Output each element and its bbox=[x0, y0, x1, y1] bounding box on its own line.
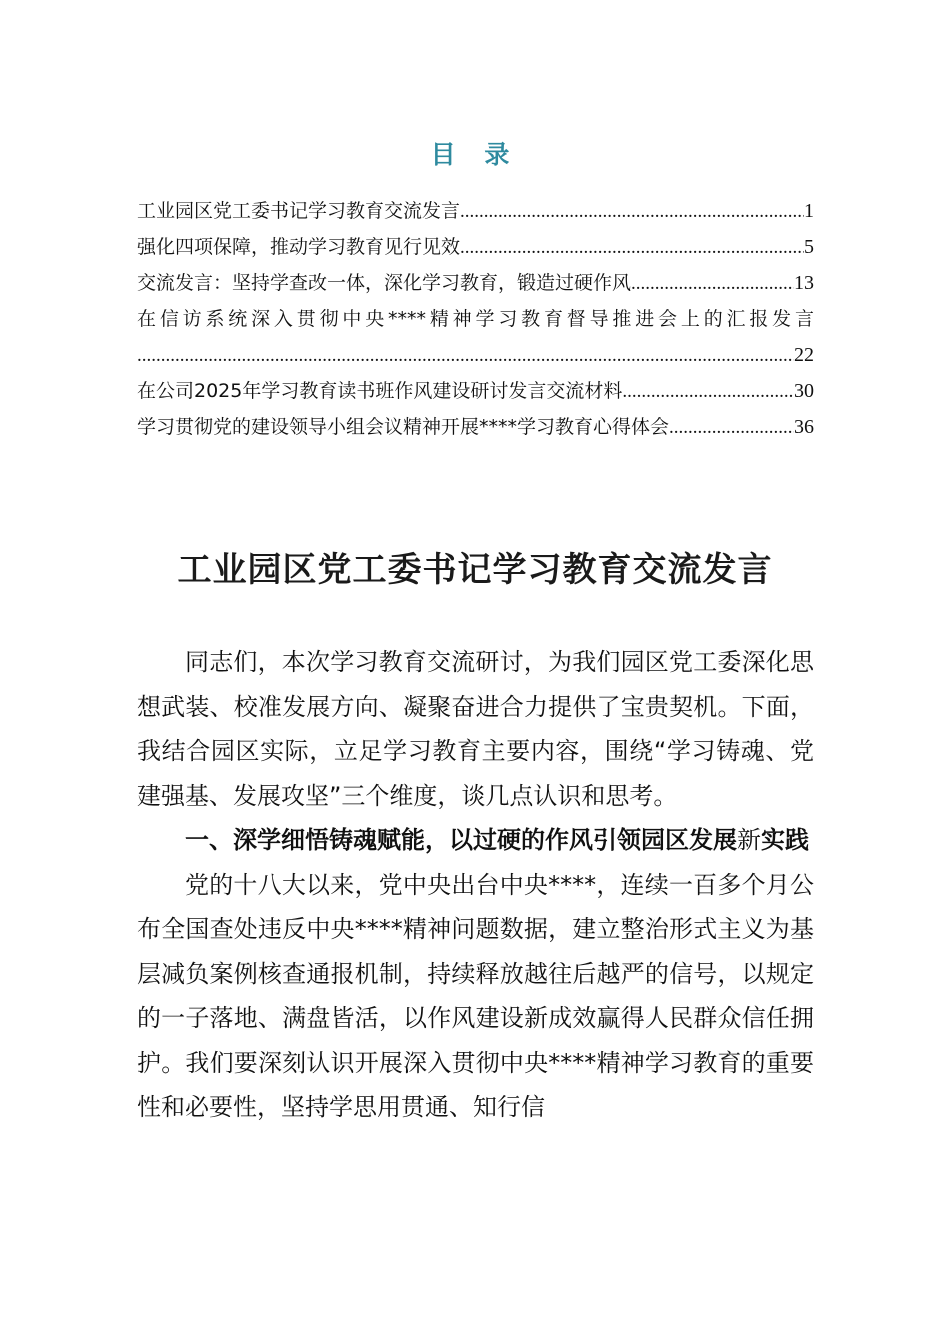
toc-entry-page: 22 bbox=[794, 344, 814, 366]
toc-entry-text: 强化四项保障，推动学习教育见行见效 bbox=[137, 236, 461, 258]
document-title: 工业园区党工委书记学习教育交流发言 bbox=[177, 550, 773, 590]
toc-entry[interactable] bbox=[137, 265, 814, 301]
toc-leader-dots bbox=[631, 266, 794, 301]
toc-entry[interactable] bbox=[137, 409, 814, 445]
toc-entry-continuation[interactable] bbox=[137, 337, 814, 373]
toc-entry-text: 学习贯彻党的建设领导小组会议精神开展****学习教育心得体会 bbox=[137, 416, 670, 438]
toc-entry-text: 在信访系统深入贯彻中央****精神学习教育督导推进会上的汇报发言 bbox=[137, 308, 814, 330]
toc-entry-text: 在公司2025年学习教育读书班作风建设研讨发言交流材料 bbox=[137, 380, 623, 402]
toc-entry-page: 36 bbox=[794, 416, 814, 438]
toc-entry-text: 交流发言：坚持学查改一体，深化学习教育，锻造过硬作风 bbox=[137, 272, 632, 294]
section-heading-normal: 新 bbox=[737, 826, 761, 854]
toc-leader-dots bbox=[460, 230, 804, 265]
toc-leader-dots bbox=[669, 410, 794, 445]
section-heading-tail: 实践 bbox=[761, 826, 809, 854]
toc-entry[interactable] bbox=[137, 193, 814, 229]
section-paragraph: 党的十八大以来，党中央出台中央****，连续一百多个月公布全国查处违反中央****精神问题数据，建立整治形式主义为基层减负案例核查通报机制，持续释放越往后越严的信号，以规定的一子落地、满盘皆活，以作风建设新成效赢得人民群众信任拥护。我们要深刻认识开展深入贯彻中央****精神学习教育的重要性和必要性，坚持学思用贯通、知行信 bbox=[137, 870, 814, 1121]
toc-entry-page: 1 bbox=[804, 200, 814, 222]
section-heading bbox=[137, 818, 814, 863]
toc-title: 目 录 bbox=[430, 140, 520, 169]
toc-entry-page: 5 bbox=[804, 236, 814, 258]
intro-paragraph: 同志们，本次学习教育交流研讨，为我们园区党工委深化思想武装、校准发展方向、凝聚奋进合力提供了宝贵契机。下面，我结合园区实际，立足学习教育主要内容，围绕“学习铸魂、党建强基、发展攻坚”三个维度，谈几点认识和思考。 bbox=[137, 648, 814, 810]
toc-entry-page: 30 bbox=[794, 380, 814, 402]
toc-entry[interactable] bbox=[137, 229, 814, 265]
section-heading-bold: 一、深学细悟铸魂赋能，以过硬的作风引领园区发展 bbox=[185, 826, 737, 854]
toc-entry-page: 13 bbox=[794, 272, 814, 294]
toc-leader-dots bbox=[622, 374, 794, 409]
toc-leader-dots bbox=[137, 338, 794, 373]
table-of-contents bbox=[137, 193, 814, 445]
toc-entry-text: 工业园区党工委书记学习教育交流发言 bbox=[137, 200, 461, 222]
document-body bbox=[137, 640, 814, 1130]
toc-entry[interactable] bbox=[137, 301, 814, 337]
toc-leader-dots bbox=[460, 194, 804, 229]
toc-entry[interactable] bbox=[137, 373, 814, 409]
